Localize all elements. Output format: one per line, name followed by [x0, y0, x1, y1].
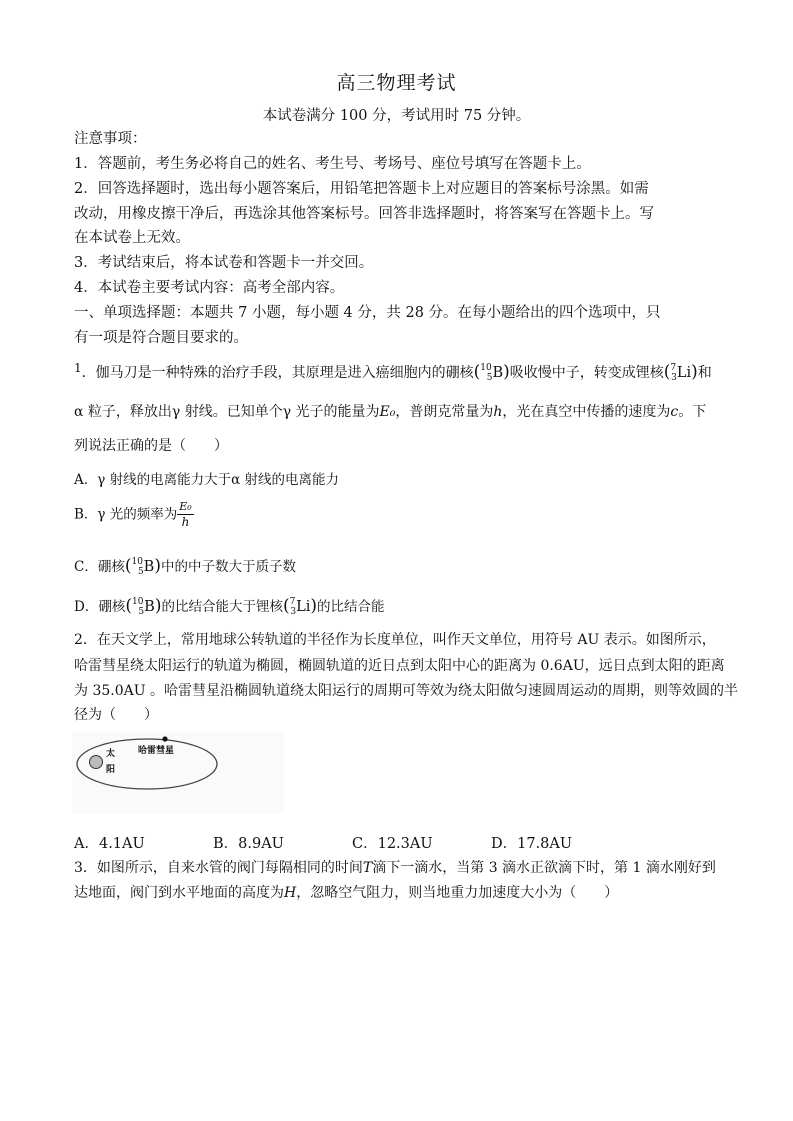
- boron-nucleus: ($^{10}_5$B): [124, 556, 161, 577]
- q2-option-c: C．12.3AU: [352, 836, 433, 852]
- sun-label: 太: [106, 749, 116, 759]
- section-heading-cont: 有一项是符合题目要求的。: [74, 330, 248, 346]
- comet-label: 哈雷彗星: [138, 746, 175, 756]
- q2-option-a: A．4.1AU: [74, 836, 145, 852]
- q1-number: 1: [74, 361, 82, 375]
- boron-nucleus: ($^{10}_5$B): [473, 362, 510, 383]
- q2-option-d: D．17.8AU: [491, 836, 573, 852]
- q1-line-1: 1．伽马刀是一种特殊的治疗手段，其原理是进入癌细胞内的硼核($^{10}_5$B)吸收慢中子，转变成锂核($^7_3$Li)和: [74, 361, 712, 383]
- q1-option-c: C．硼核($^{10}_5$B)中的中子数大于质子数: [74, 556, 296, 577]
- q3-line-1: 3．如图所示，自来水管的阀门每隔相同的时间T滴下一滴水，当第 3 滴水正欲滴下时，第 1 滴水刚好到: [74, 860, 716, 876]
- note-item-3: 3．考试结束后，将本试卷和答题卡一并交回。: [74, 255, 374, 271]
- q2-line-2: 哈雷彗星绕太阳运行的轨道为椭圆，椭圆轨道的近日点到太阳中心的距离为 0.6AU，远日点到太阳的距离: [74, 658, 725, 674]
- boron-nucleus: ($^{10}_5$B): [125, 596, 162, 617]
- lithium-nucleus: ($^7_3$Li): [282, 596, 317, 617]
- orbit-figure: [72, 732, 284, 814]
- q1-option-b: B．γ 光的频率为 $\frac{\text{E₀}}{h}$: [74, 500, 192, 529]
- q2-line-1: 2．在天文学上，常用地球公转轨道的半径作为长度单位，叫作天文单位，用符号 AU 表示。如图所示，: [74, 632, 716, 648]
- note-item-2-cont: 改动，用橡皮擦干净后，再选涂其他答案标号。回答非选择题时，将答案写在答题卡上。写: [74, 206, 654, 222]
- sun-label-2: 阳: [106, 765, 116, 775]
- note-item-2: 2．回答选择题时，选出每小题答案后，用铅笔把答题卡上对应题目的答案标号涂黑。如需: [74, 181, 649, 197]
- q2-line-3: 为 35.0AU 。哈雷彗星沿椭圆轨道绕太阳运行的周期可等效为绕太阳做匀速圆周运动的周期，则等效圆的半: [74, 683, 738, 699]
- q1-option-a: A．γ 射线的电离能力大于α 射线的电离能力: [74, 472, 340, 488]
- page-subtitle: 本试卷满分 100 分，考试用时 75 分钟。: [262, 108, 531, 124]
- section-heading: 一、单项选择题：本题共 7 小题，每小题 4 分，共 28 分。在每小题给出的四个选项中，只: [74, 305, 661, 321]
- q2-line-4: 径为（ ）: [74, 707, 158, 723]
- note-item-2-cont2: 在本试卷上无效。: [74, 230, 190, 246]
- page-title: 高三物理考试: [336, 72, 457, 94]
- notes-heading: 注意事项：: [74, 131, 147, 147]
- sun-icon: [90, 756, 103, 769]
- q3-line-2: 达地面，阀门到水平地面的高度为H，忽略空气阻力，则当地重力加速度大小为（ ）: [74, 885, 619, 901]
- comet-icon: [162, 736, 167, 741]
- q1-line-3: 列说法正确的是（ ）: [74, 438, 228, 454]
- q1-line-2: α 粒子，释放出γ 射线。已知单个γ 光子的能量为E₀，普朗克常量为h，光在真空中传播的速度为c。下: [74, 404, 707, 420]
- orbit-diagram: [72, 732, 284, 814]
- q1-option-d: D．硼核($^{10}_5$B)的比结合能大于锂核($^7_3$Li)的比结合能: [74, 596, 385, 617]
- q2-option-b: B．8.9AU: [213, 836, 284, 852]
- fraction-e0-over-h: $\frac{\text{E₀}}{h}$: [179, 500, 192, 529]
- note-item-1: 1．答题前，考生务必将自己的姓名、考生号、考场号、座位号填写在答题卡上。: [74, 156, 591, 172]
- lithium-nucleus: ($^7_3$Li): [663, 362, 698, 383]
- note-item-4: 4．本试卷主要考试内容：高考全部内容。: [74, 280, 345, 296]
